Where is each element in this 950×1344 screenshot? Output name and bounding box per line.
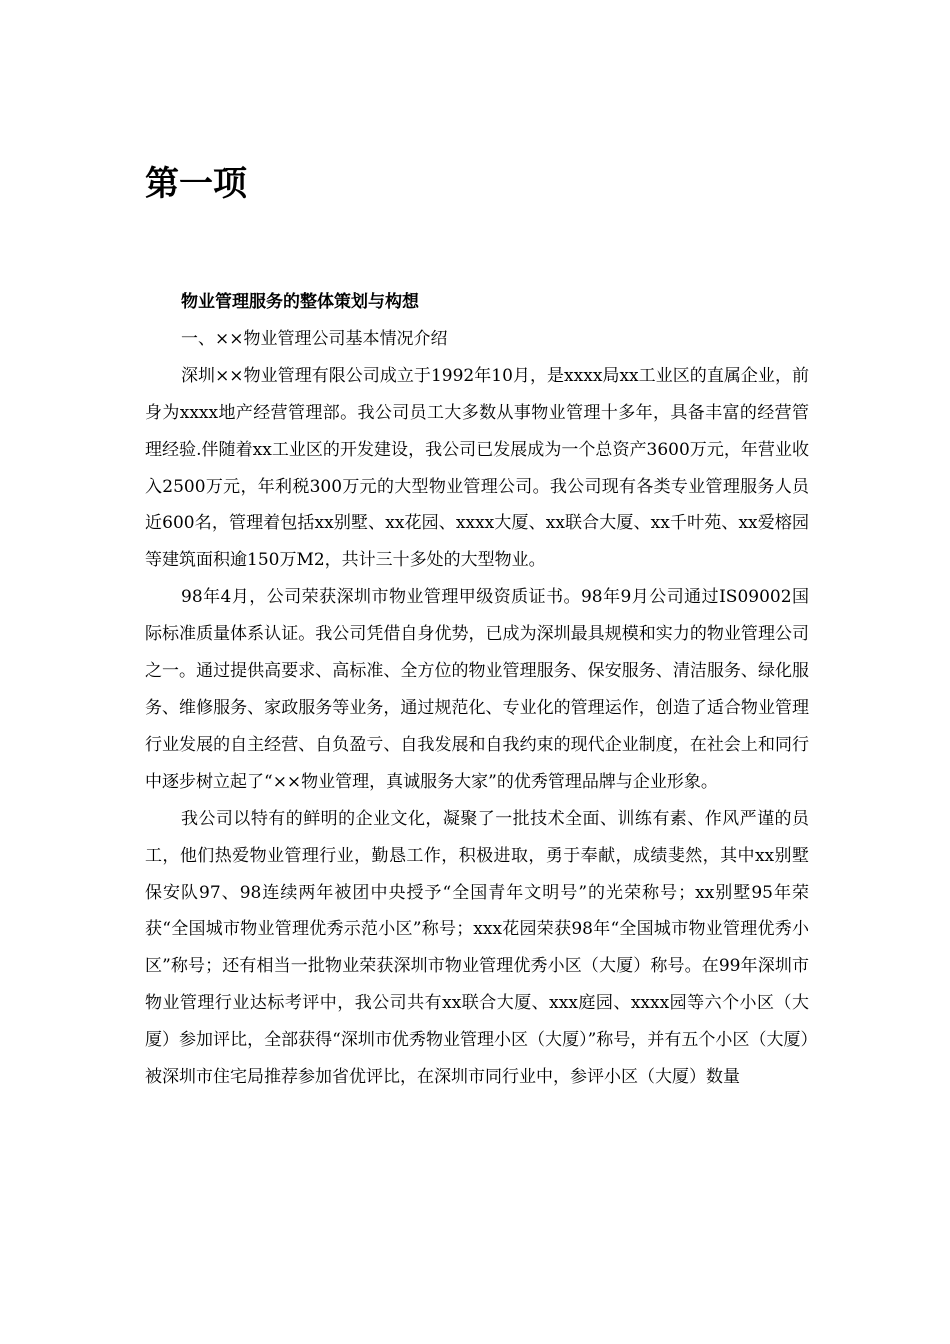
paragraph-company-intro: 深圳××物业管理有限公司成立于1992年10月，是xxxx局xx工业区的直属企业，前身为xxxx地产经营管理部。我公司员工大多数从事物业管理十多年，具备丰富的经营管理经验.伴随着xx工业区的开发建设，我公司已发展成为一个总资产3600万元，年营业收入2500万元，年利税300万元的大型物业管理公司。我公司现有各类专业管理服务人员近600名，管理着包括xx别墅、xx花园、xxxx大厦、xx联合大厦、xx千叶苑、xx爱榕园等建筑面积逾150万M2，共计三十多处的大型物业。 <box>145 365 809 571</box>
section-title: 一、××物业管理公司基本情况介绍 <box>181 328 448 349</box>
document-body <box>145 284 809 1096</box>
paragraph-certification: 98年4月，公司荣获深圳市物业管理甲级资质证书。98年9月公司通过IS09002国际标准质量体系认证。我公司凭借自身优势，已成为深圳最具规模和实力的物业管理公司之一。通过提供高要求、高标准、全方位的物业管理服务、保安服务、清洁服务、绿化服务、维修服务、家政服务等业务，通过规范化、专业化的管理运作，创造了适合物业管理行业发展的自主经营、自负盈亏、自我发展和自我约束的现代企业制度，在社会上和同行中逐步树立起了“××物业管理，真诚服务大家”的优秀管理品牌与企业形象。 <box>145 587 809 792</box>
paragraph-culture-awards: 我公司以特有的鲜明的企业文化，凝聚了一批技术全面、训练有素、作风严谨的员工，他们热爱物业管理行业，勤恳工作，积极进取，勇于奉献，成绩斐然，其中xx别墅保安队97、98连续两年被团中央授予“全国青年文明号”的光荣称号；xx别墅95年荣获“全国城市物业管理优秀示范小区”称号；xxx花园荣获98年“全国城市物业管理优秀小区”称号；还有相当一批物业荣获深圳市物业管理优秀小区（大厦）称号。在99年深圳市物业管理行业达标考评中，我公司共有xx联合大厦、xxx庭园、xxxx园等六个小区（大厦）参加评比，全部获得“深圳市优秀物业管理小区（大厦）”称号，并有五个小区（大厦）被深圳市住宅局推荐参加省优评比，在深圳市同行业中，参评小区（大厦）数量 <box>145 808 809 1088</box>
document-subtitle: 物业管理服务的整体策划与构想 <box>181 292 419 312</box>
page-heading: 第一项 <box>145 164 247 204</box>
